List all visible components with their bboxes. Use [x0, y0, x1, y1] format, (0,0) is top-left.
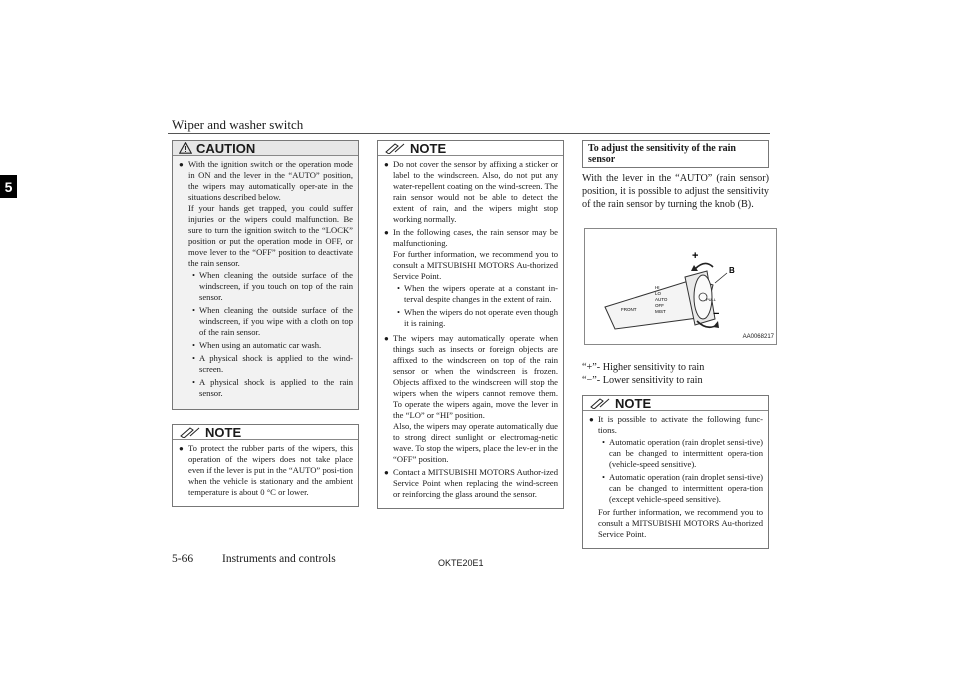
bullet-icon: ● [384, 228, 389, 237]
column-3 [582, 140, 774, 549]
footer-page-number: 5-66 [172, 553, 194, 565]
figure-label-pull: PULL [706, 297, 717, 302]
note-pencil-icon [384, 142, 406, 154]
warning-triangle-icon [179, 142, 192, 154]
note-header [378, 141, 563, 156]
note-item: ● Do not cover the sensor by affixing a sticker or label to the windscreen. Also, do not put any water-repellent coating on the wind-screen. The rain sensor would not be able to detect the extent of rain, and the wipers might stop working normally. [384, 159, 558, 224]
chapter-tab: 5 [0, 175, 17, 198]
note-subitem: • Automatic operation (rain droplet sensi-tive) can be changed to intermittent opera-tion (except vehicle-speed sensitive). [602, 472, 763, 504]
sensitivity-plus: “+”- Higher sensitivity to rain [582, 362, 705, 373]
note-header [583, 396, 768, 411]
note-box-1 [172, 424, 359, 507]
caution-subitem: • When cleaning the outside surface of the windscreen, if you wipe with a cloth on top of the rain sensor. [192, 305, 353, 337]
note-box-3 [582, 395, 769, 549]
column-1 [172, 140, 359, 507]
wiper-lever-figure [584, 228, 777, 345]
note-item: ● The wipers may automatically operate when things such as insects or foreign objects are affixed to the windscreen on top of the rain sensor or when the windscreen is frozen. Objects affixed to the windscreen will stop the wipers when the wipers cannot remove them. To operate the wipers again, move the lever in the “LO” or “HI” position. Also, the wipers may operate automatically due to strong direct sunlight or electromag-netic wave. To stop the wipers, place the lev-er in the “OFF” position. [384, 333, 558, 464]
figure-lever-label: OFF [655, 303, 664, 308]
caution-paragraph: With the ignition switch or the operation mode in ON and the lever in the “AUTO” position, the wipers may automatically oper-ate in the situations described below. [188, 159, 353, 202]
caution-subitem: • When using an automatic car wash. [192, 340, 322, 350]
figure-label-minus: − [713, 308, 720, 320]
section-paragraph: With the lever in the “AUTO” (rain sensor) position, it is possible to adjust the sensitivity of the rain sensor by turning the knob (B). [582, 173, 769, 210]
footer-code: OKTE20E1 [438, 558, 484, 568]
bullet-icon: ● [384, 160, 389, 169]
caution-box [172, 140, 359, 410]
sensitivity-minus: “−”- Lower sensitivity to rain [582, 375, 703, 386]
note-label: NOTE [410, 140, 447, 156]
bullet-icon: ● [384, 468, 389, 477]
figure-lever-label: AUTO [655, 297, 668, 302]
note-subitem: • When the wipers do not operate even though it is raining. [397, 307, 558, 328]
caution-item [179, 159, 353, 401]
figure-label-b: B [729, 266, 735, 275]
note-item: ● In the following cases, the rain sensor may be malfunctioning. For further information, we recommend you to consult a MITSUBISHI MOTORS Au-thorized Service Point. • When the wipers operate at a constant in-terval despite changes in the extent of rain. • When the wipers do not operate even though it is raining. [384, 227, 558, 331]
caution-paragraph: If your hands get trapped, you could suffer injuries or the wipers could malfunction. Be sure to turn the ignition switch to the “LOCK” position or put the operation mode in OFF, or move lever to the “OFF” position to deactivate the rain sensor. [188, 203, 353, 268]
figure-lever-label: HI [655, 285, 660, 290]
figure-lever-label: LO [655, 291, 662, 296]
note-item: ● Contact a MITSUBISHI MOTORS Author-ized Service Point when replacing the wind-screen or reinforcing the glass around the sensor. [384, 467, 558, 499]
caution-subitem: • A physical shock is applied to the wind-screen. [192, 353, 353, 374]
note-label: NOTE [615, 395, 652, 411]
bullet-icon: ● [384, 334, 389, 343]
note-item: ● To protect the rubber parts of the wipers, this operation of the wipers does not take place even if the lever is put in the “AUTO” posi-tion when the vehicle is stationary and the ambient temperature is about 0 °C or lower. [179, 443, 353, 497]
note-pencil-icon [179, 426, 201, 438]
note-header [173, 425, 358, 440]
header-rule [168, 133, 770, 134]
section-heading: To adjust the sensitivity of the rain sensor [582, 140, 769, 168]
wiper-lever-illustration [585, 229, 776, 344]
caution-label: CAUTION [196, 140, 256, 156]
figure-label-front: FRONT [621, 307, 637, 312]
header-title: Wiper and washer switch [172, 117, 304, 132]
caution-subitem: • A physical shock is applied to the rain sensor. [192, 377, 353, 398]
note-subitem: • Automatic operation (rain droplet sensi-tive) can be changed to intermittent opera-tion (vehicle-speed sensitive). [602, 437, 763, 469]
note-box-2 [377, 140, 564, 509]
bullet-icon: ● [179, 160, 184, 169]
note-pencil-icon [589, 397, 611, 409]
figure-code: AA0068217 [742, 334, 774, 340]
bullet-icon: ● [589, 415, 594, 424]
footer-section-title: Instruments and controls [222, 553, 336, 565]
caution-subitem: • When cleaning the outside surface of the windscreen, if you touch on top of the rain sensor. [192, 270, 353, 302]
figure-label-plus: + [692, 250, 699, 262]
column-2 [377, 140, 564, 509]
caution-header [173, 141, 358, 156]
figure-lever-label: MIST [655, 309, 666, 314]
note-item: ● It is possible to activate the following func-tions. • Automatic operation (rain droplet sensi-tive) can be changed to intermittent opera-tion (vehicle-speed sensitive). • Automatic operation (rain droplet sensi-tive) can be changed to intermittent opera-tion (except vehicle-speed sensitive). For further information, we recommend you to consult a MITSUBISHI MOTORS Au-thorized Service Point. [589, 414, 763, 539]
note-subitem: • When the wipers operate at a constant in-terval despite changes in the extent of rain. [397, 283, 558, 304]
note-label: NOTE [205, 424, 242, 440]
bullet-icon: ● [179, 444, 184, 453]
